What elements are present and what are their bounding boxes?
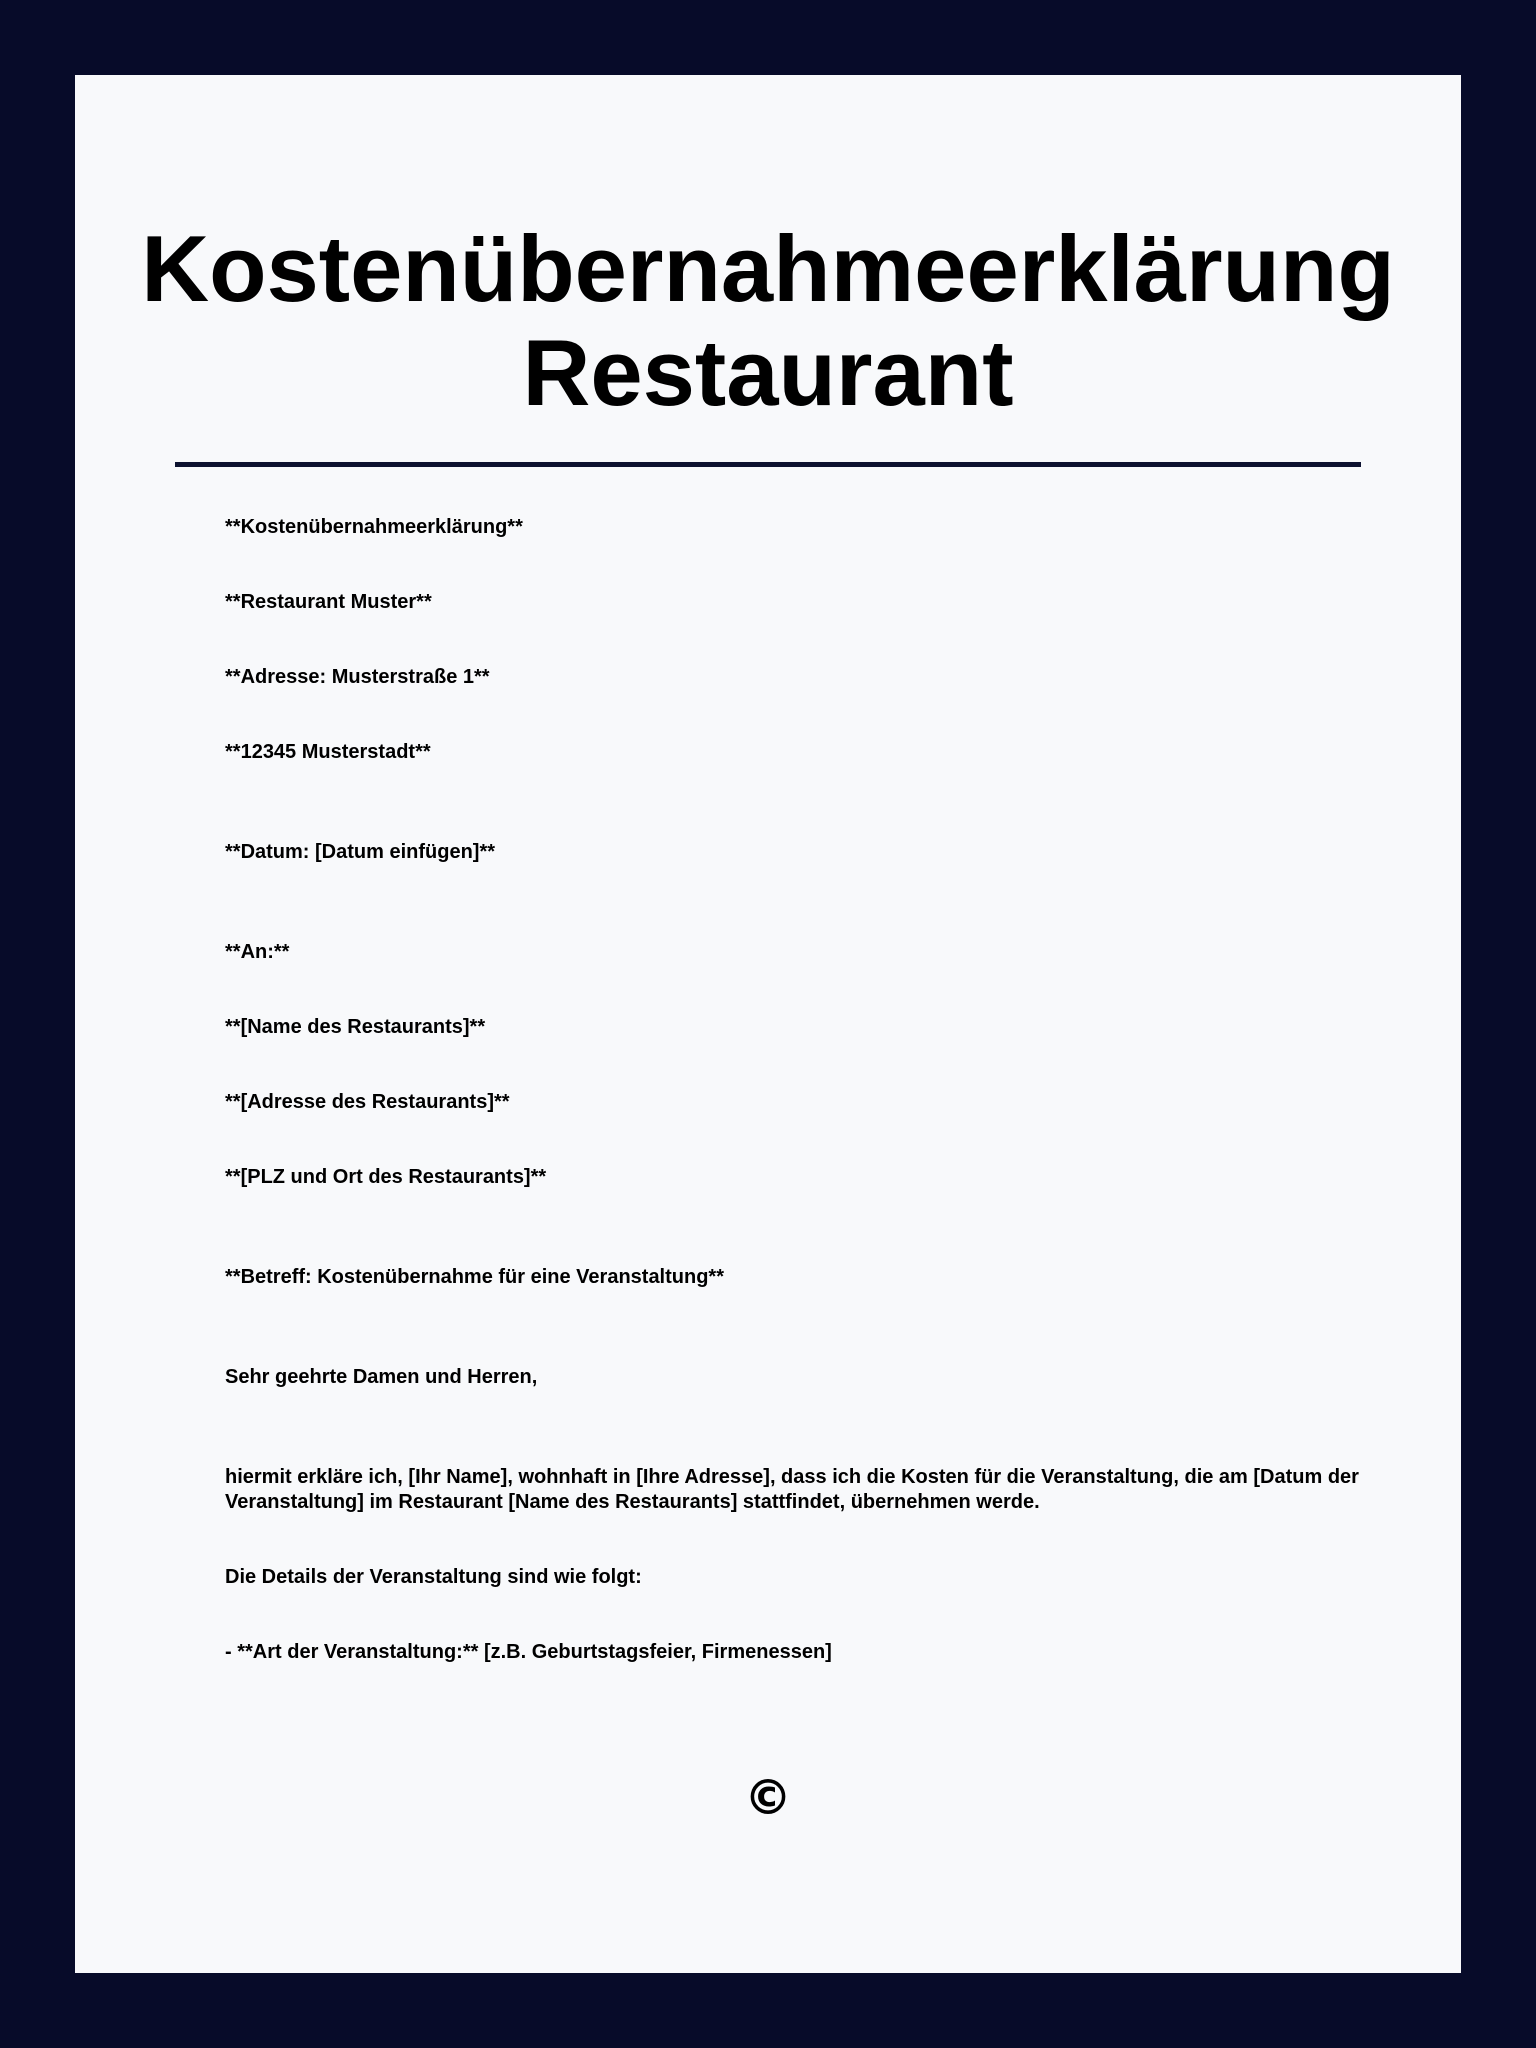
title-line-2: Restaurant (522, 320, 1014, 425)
title-line-1: Kostenübernahmeerklärung (141, 216, 1395, 321)
document-page (75, 75, 1461, 1973)
body-paragraph: hiermit erkläre ich, [Ihr Name], wohnhaft in [Ihre Adresse], dass ich die Kosten für die Veranstaltung, die am [Datum der Veranstaltung] im Restaurant [Name des Restaurants] stattfindet, übernehmen werde. (225, 1466, 1365, 1513)
page-title (75, 217, 1461, 425)
sender-name-line: **Restaurant Muster** (225, 591, 432, 613)
salutation-line: Sehr geehrte Damen und Herren, (225, 1366, 538, 1388)
recipient-name-line: **[Name des Restaurants]** (225, 1016, 486, 1038)
recipient-city-line: **[PLZ und Ort des Restaurants]** (225, 1166, 547, 1188)
recipient-label-line: **An:** (225, 941, 290, 963)
title-divider (175, 462, 1361, 467)
details-list-item: - **Art der Veranstaltung:** [z.B. Geburtstagsfeier, Firmenessen] (225, 1641, 832, 1663)
details-intro-line: Die Details der Veranstaltung sind wie folgt: (225, 1566, 642, 1588)
sender-address-line: **Adresse: Musterstraße 1** (225, 666, 490, 688)
heading-line: **Kostenübernahmeerklärung** (225, 516, 523, 538)
date-line: **Datum: [Datum einfügen]** (225, 841, 496, 863)
sender-city-line: **12345 Musterstadt** (225, 741, 431, 763)
copyright-icon: © (744, 1770, 792, 1826)
recipient-address-line: **[Adresse des Restaurants]** (225, 1091, 510, 1113)
subject-line: **Betreff: Kostenübernahme für eine Veranstaltung** (225, 1266, 724, 1288)
